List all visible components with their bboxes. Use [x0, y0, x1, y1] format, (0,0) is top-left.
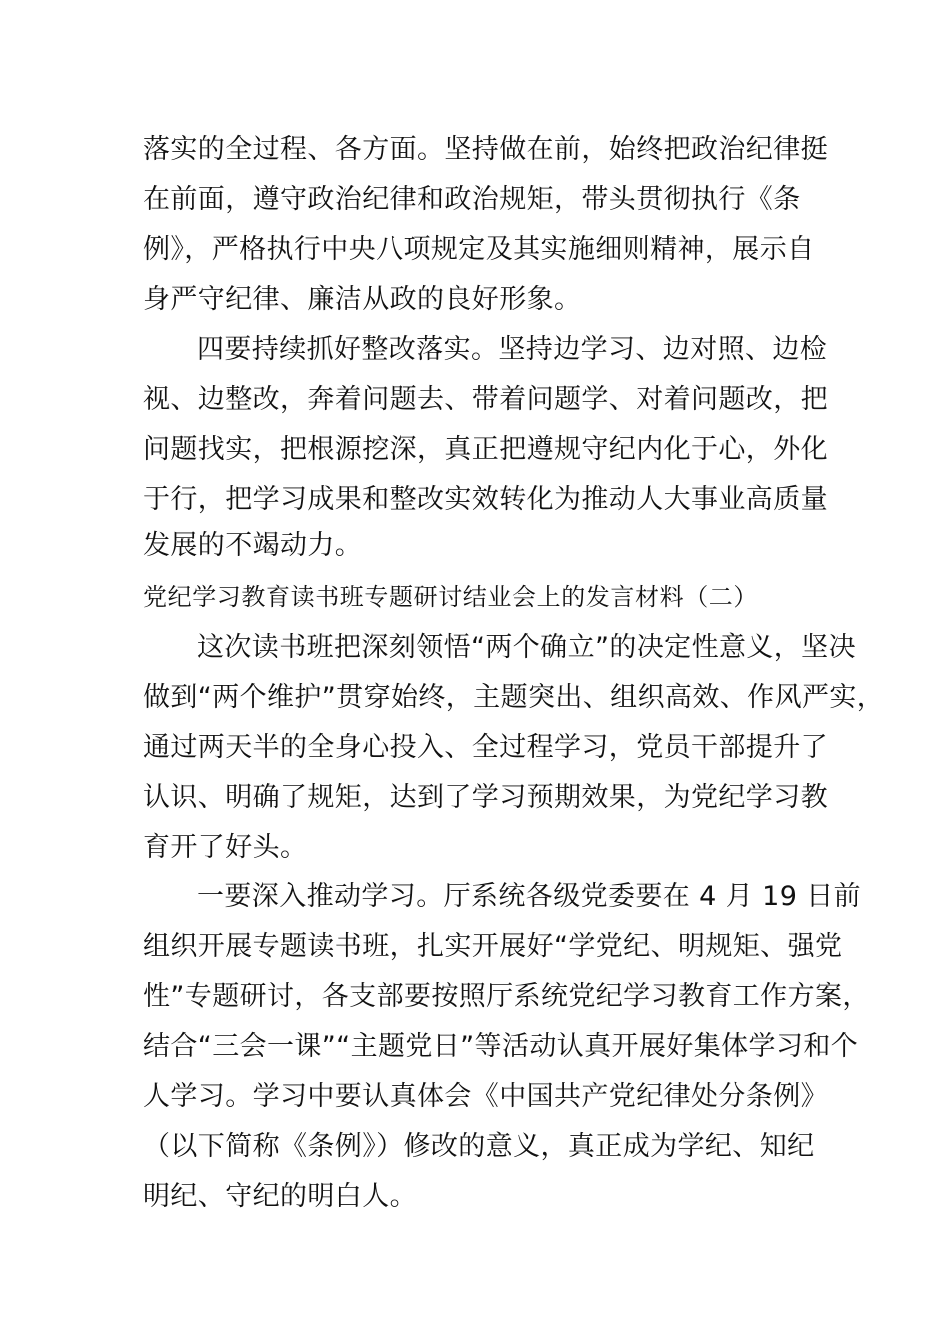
body-text-line: 认识、明确了规矩，达到了学习预期效果，为党纪学习教 [143, 782, 828, 813]
paragraph-first-line: 一要深入推动学习。厅系统各级党委要在 4 月 19 日前 [197, 881, 862, 912]
body-text-line: 人学习。学习中要认真体会《中国共产党纪律处分条例》 [143, 1081, 828, 1112]
paragraph-first-line: 四要持续抓好整改落实。坚持边学习、边对照、边检 [197, 334, 828, 365]
body-text-line: 组织开展专题读书班，扎实开展好“学党纪、明规矩、强党 [143, 931, 843, 962]
body-text-line: 身严守纪律、廉洁从政的良好形象。 [143, 284, 582, 315]
body-text-line: 例》，严格执行中央八项规定及其实施细则精神，展示自 [143, 234, 815, 265]
body-text-line: 通过两天半的全身心投入、全过程学习，党员干部提升了 [143, 732, 828, 763]
body-text-line: 育开了好头。 [143, 832, 308, 863]
paragraph-first-line: 这次读书班把深刻领悟“两个确立”的决定性意义，坚决 [197, 632, 856, 663]
body-text-line: 做到“两个维护”贯穿始终，主题突出、组织高效、作风严实， [143, 682, 885, 713]
body-text-line: 视、边整改，奔着问题去、带着问题学、对着问题改，把 [143, 384, 828, 415]
body-text-line: 性”专题研讨，各支部要按照厅系统党纪学习教育工作方案， [143, 981, 870, 1012]
body-text-line: 问题找实，把根源挖深，真正把遵规守纪内化于心，外化 [143, 434, 828, 465]
body-text-line: 在前面，遵守政治纪律和政治规矩，带头贯彻执行《条 [143, 184, 801, 215]
body-text-line: 落实的全过程、各方面。坚持做在前，始终把政治纪律挺 [143, 134, 828, 165]
body-text-line: 发展的不竭动力。 [143, 530, 363, 561]
body-text-line: （以下简称《条例》）修改的意义，真正成为学纪、知纪 [143, 1131, 815, 1162]
section-title: 党纪学习教育读书班专题研讨结业会上的发言材料（二） [143, 583, 758, 611]
body-text-line: 明纪、守纪的明白人。 [143, 1181, 417, 1212]
body-text-line: 结合“三会一课”“主题党日”等活动认真开展好集体学习和个 [143, 1031, 859, 1062]
body-text-line: 于行，把学习成果和整改实效转化为推动人大事业高质量 [143, 484, 828, 515]
